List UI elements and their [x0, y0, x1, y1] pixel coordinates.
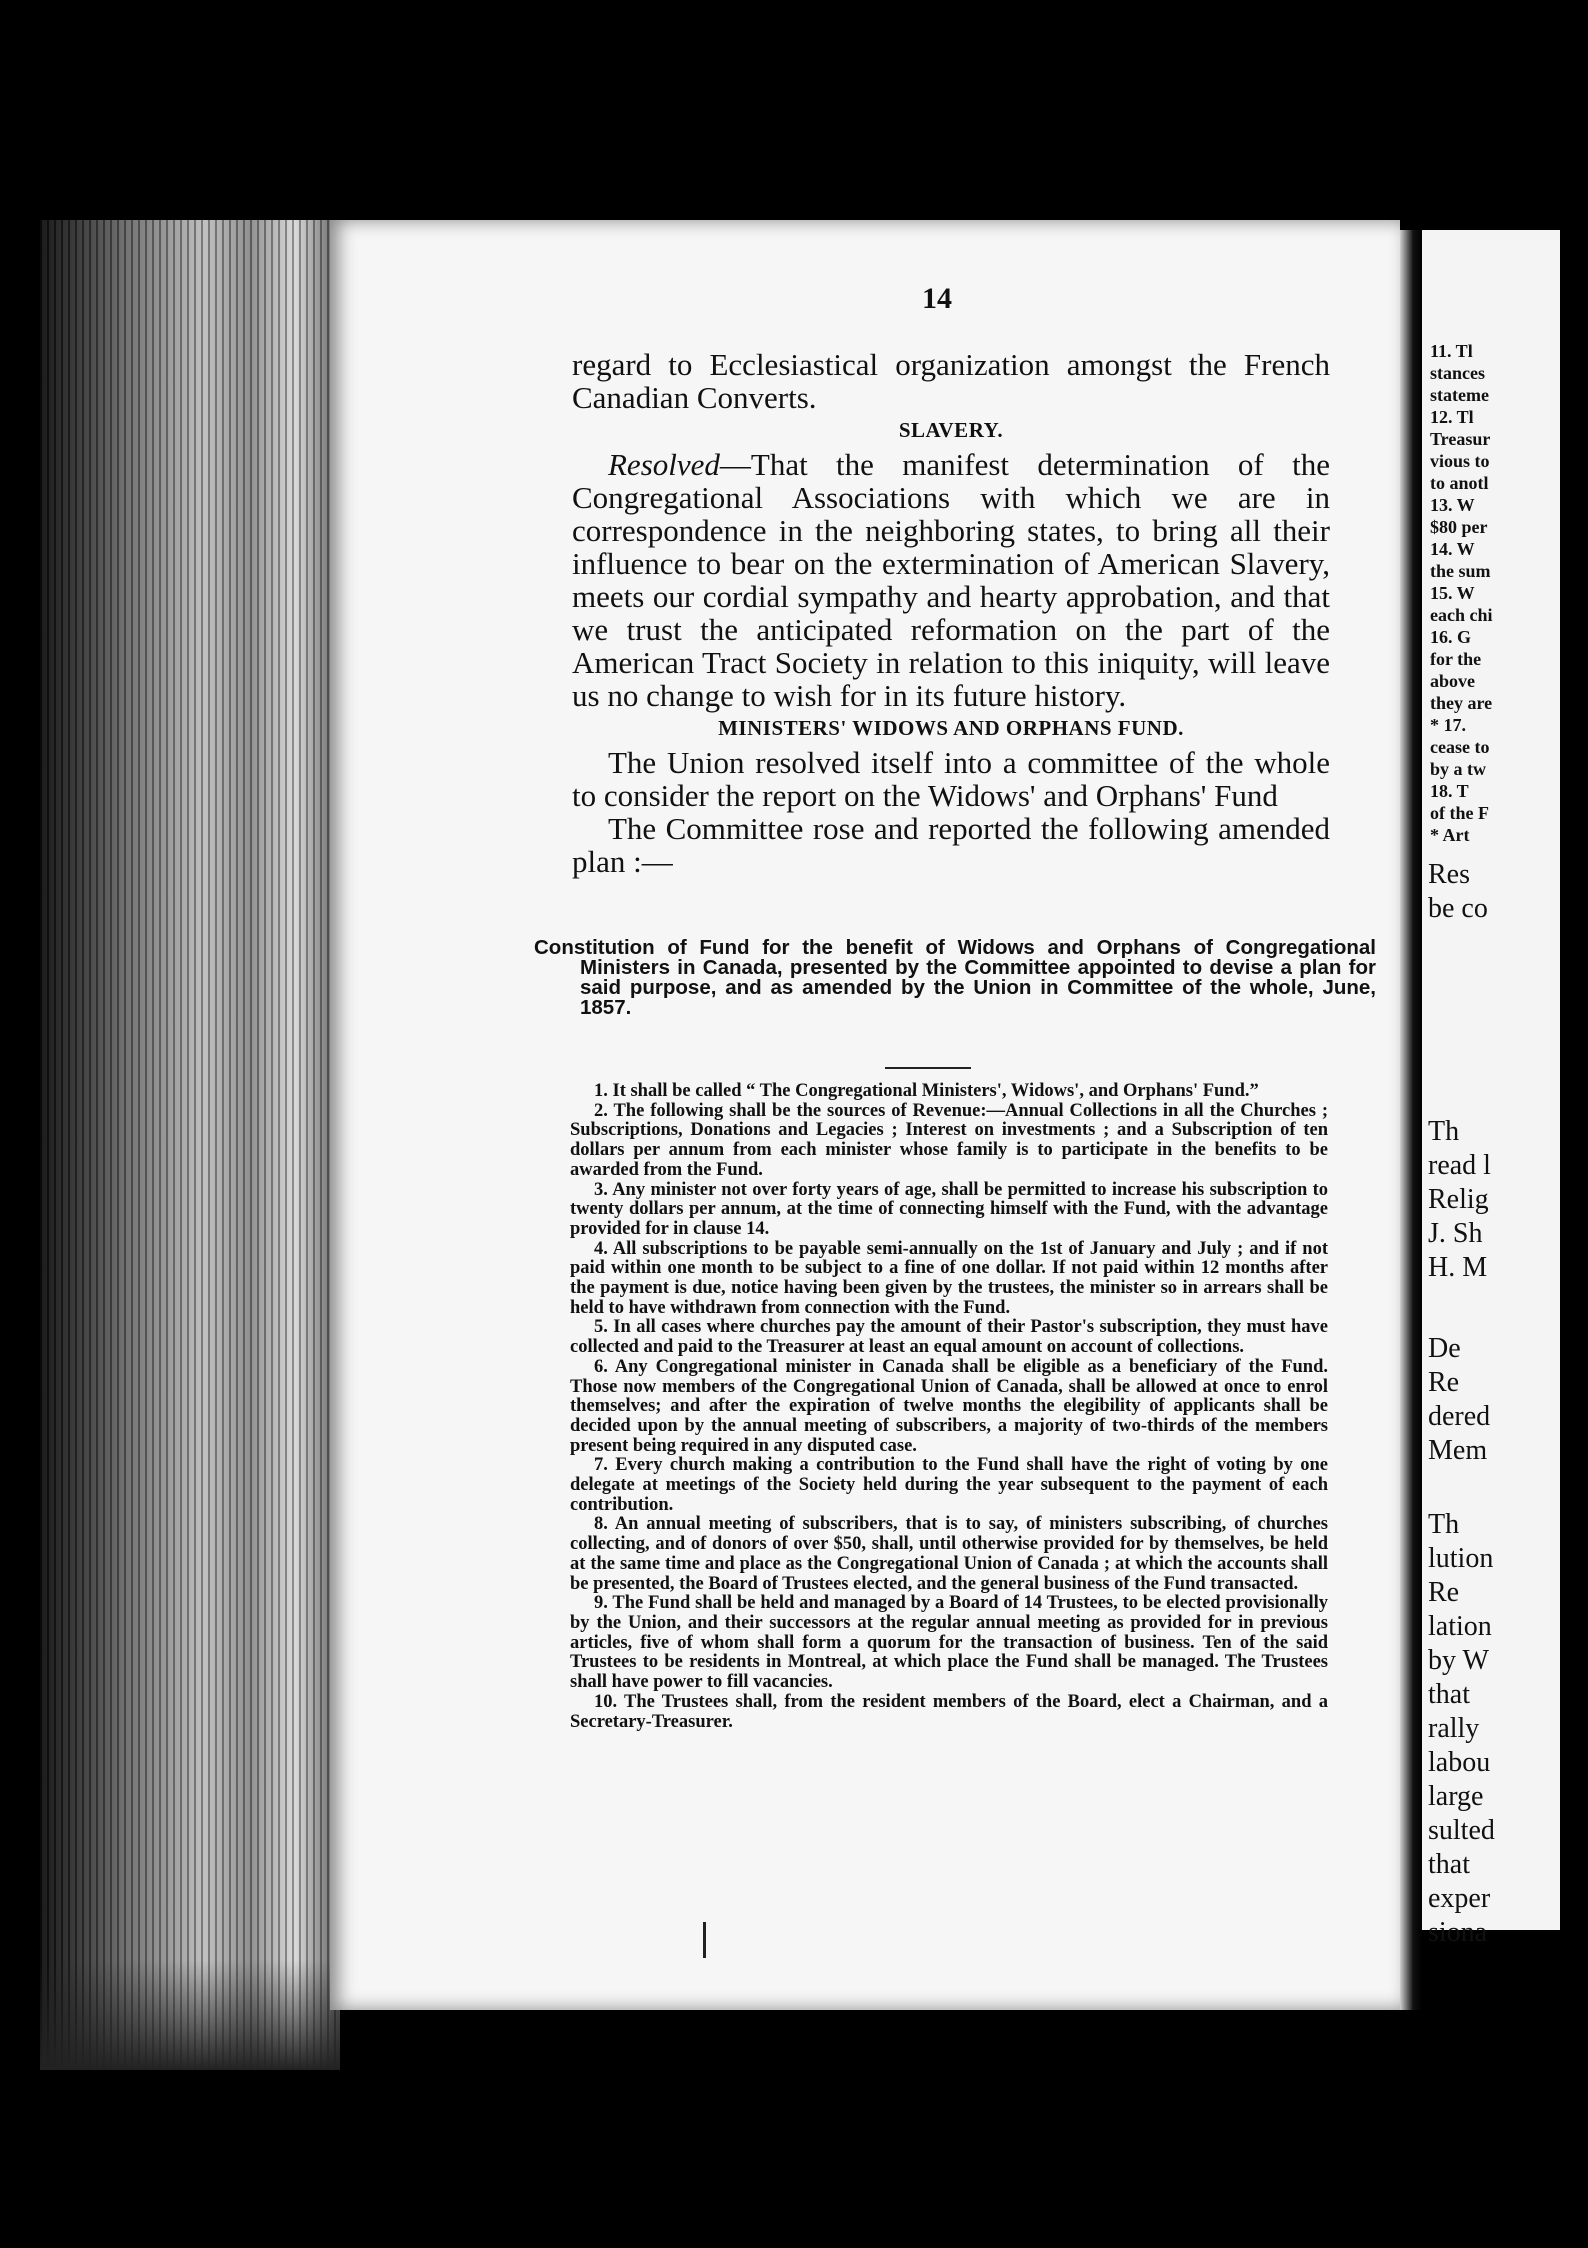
right-page-line: Re	[1428, 1367, 1460, 1398]
right-page-line: 11. Tl	[1430, 341, 1473, 361]
right-page-line: cease to	[1430, 737, 1490, 757]
right-page-text-block-1	[1428, 1115, 1588, 1285]
right-page-line: by a tw	[1430, 759, 1487, 779]
right-page-line: 14. W	[1430, 539, 1475, 559]
constitution-articles	[570, 1082, 1328, 1732]
article-4: 4. All subscriptions to be payable semi-annually on the 1st of January and July ; and if not paid within one month to be subject to a fine of one dollar. If not paid within 12 months after the payment is due, notice having been given by the trustees, the minister so in arrears shall be held to have withdrawn from connection with the Fund.	[570, 1238, 1328, 1318]
right-page-line: above	[1430, 671, 1475, 691]
right-page-resolution-fragment	[1428, 858, 1588, 926]
right-page-line: to anotl	[1430, 473, 1489, 493]
right-page-line: lation	[1428, 1611, 1492, 1642]
constitution-title: Constitution of Fund for the benefit of Widows and Orphans of Congregational Ministers in Canada, presented by the Committee appointed to devise a plan for said purpose, and as amended by the Union in Committee of the whole, June, 1857.	[534, 936, 1376, 1019]
right-page-line: 18. T	[1430, 781, 1469, 801]
paragraph-french-converts: regard to Ecclesiastical organization amongst the French Canadian Converts.	[572, 347, 1330, 415]
right-page-small-text	[1430, 340, 1570, 846]
right-page-line: siona	[1428, 1917, 1488, 1948]
paragraph-slavery-resolution	[572, 448, 1330, 712]
right-page-line: that	[1428, 1679, 1470, 1710]
right-page-line: Th	[1428, 1116, 1460, 1147]
right-page-line: * 17.	[1430, 715, 1466, 735]
right-page-line: stateme	[1430, 385, 1489, 405]
right-page-line: read l	[1428, 1150, 1491, 1181]
article-9: 9. The Fund shall be held and managed by a Board of 14 Trustees, to be elected provisionally by the Union, and their successors at the regular annual meeting as provided for in previous articles, five of whom shall form a quorum for the transaction of business. Ten of the said Trustees to be residents in Montreal, at which place the Fund shall be managed. The Trustees shall have power to fill vacancies.	[570, 1593, 1328, 1693]
page-edge-stripes	[40, 220, 340, 2070]
right-page-line: Th	[1428, 1509, 1460, 1540]
page-mark	[703, 1922, 706, 1958]
book-page-edges	[40, 220, 340, 2070]
right-page-line: exper	[1428, 1883, 1491, 1914]
right-page-line: 16. G	[1430, 627, 1472, 647]
right-page-line: be co	[1428, 893, 1488, 924]
right-page-line: vious to	[1430, 451, 1490, 471]
right-page-line: 12. Tl	[1430, 407, 1474, 427]
right-page-line: rally	[1428, 1713, 1480, 1744]
article-1: 1. It shall be called “ The Congregational Ministers', Widows', and Orphans' Fund.”	[594, 1081, 1259, 1101]
resolved-label: Resolved	[608, 447, 720, 482]
article-3: 3. Any minister not over forty years of age, shall be permitted to increase his subscription to twenty dollars per annum, at the time of connecting himself with the Fund, with the advantage provided for in clause 14.	[570, 1179, 1328, 1239]
article-6: 6. Any Congregational minister in Canada shall be eligible as a beneficiary of the Fund. Those now members of the Congregational Union of Canada, shall be allowed at once to enrol themselves; and after the expiration of twelve months the elegibility of applicants shall be decided upon by the annual meeting of subscribers, a majority of two-thirds of the members present being required in any disputed case.	[570, 1356, 1328, 1456]
page-number: 14	[922, 282, 952, 315]
right-page-line: stances	[1430, 363, 1485, 383]
right-page-line: that	[1428, 1849, 1470, 1880]
right-page-line: Mem	[1428, 1435, 1488, 1466]
right-page-line: dered	[1428, 1401, 1491, 1432]
right-page-line: Treasur	[1430, 429, 1491, 449]
slavery-resolution-text: —That the manifest determination of the Congregational Associations with which we are in correspondence in the neighboring states, to bring all their influence to bear on the extermination of American Slavery, meets our cordial sympathy and hearty approbation, and that we trust the anticipated reformation on the part of the American Tract Society in relation to this iniquity, will leave us no change to wish for in its future history.	[572, 447, 1330, 713]
right-page-text-block-3	[1428, 1508, 1588, 1950]
right-page-line: $80 per	[1430, 517, 1488, 537]
right-page-line: by W	[1428, 1645, 1489, 1676]
article-5: 5. In all cases where churches pay the amount of their Pastor's subscription, they must have collected and paid to the Treasurer at least an equal amount on account of collections.	[570, 1317, 1328, 1358]
right-page-line: lution	[1428, 1543, 1494, 1574]
paragraph-amended-plan: The Committee rose and reported the following amended plan :—	[572, 811, 1330, 879]
slavery-heading: SLAVERY.	[898, 418, 1004, 442]
right-page-line: for the	[1430, 649, 1482, 669]
section-divider	[885, 1067, 971, 1069]
book-gutter	[1400, 230, 1422, 2010]
right-page-line: the sum	[1430, 561, 1491, 581]
article-8: 8. An annual meeting of subscribers, that is to say, of ministers subscribing, of churches collecting, and of donors of over $50, shall, until otherwise provided for by themselves, be held at the same time and place as the Congregational Union of Canada ; at which the accounts shall be presented, the Board of Trustees elected, and the general business of the Fund transacted.	[570, 1514, 1328, 1594]
paragraph-committee-of-whole: The Union resolved itself into a committee of the whole to consider the report on the Widows' and Orphans' Fund	[572, 745, 1330, 813]
right-page-line: Re	[1428, 1577, 1460, 1608]
article-10: 10. The Trustees shall, from the resident members of the Board, elect a Chairman, and a Secretary-Treasurer.	[570, 1691, 1328, 1732]
right-page-fragment	[1422, 230, 1560, 1948]
right-page-line: of the F	[1430, 803, 1489, 823]
right-page-line: 13. W	[1430, 495, 1475, 515]
right-page-line: Res	[1428, 859, 1470, 890]
article-2: 2. The following shall be the sources of Revenue:—Annual Collections in all the Churches ; Subscriptions, Donations and Legacies ; Interest on investments ; and a Subscription of ten dollars per annum from each minister whose family is to participate in the benefits to be awarded from the Fund.	[570, 1100, 1328, 1180]
right-page-line: labou	[1428, 1747, 1491, 1778]
right-page-line: 15. W	[1430, 583, 1475, 603]
fund-heading: MINISTERS' WIDOWS AND ORPHANS FUND.	[718, 716, 1184, 740]
right-page-line: large	[1428, 1781, 1484, 1812]
right-page-line: sulted	[1428, 1815, 1495, 1846]
page-edge-shadow	[40, 1960, 340, 2070]
right-page-line: Relig	[1428, 1184, 1489, 1215]
right-page-line: they are	[1430, 693, 1493, 713]
right-page-line: De	[1428, 1333, 1461, 1364]
right-page-line: each chi	[1430, 605, 1493, 625]
right-page-line: J. Sh	[1428, 1218, 1483, 1249]
right-page-line: H. M	[1428, 1252, 1488, 1283]
right-page-line: * Art	[1430, 825, 1470, 845]
right-page-text-block-2	[1428, 1332, 1588, 1468]
main-body-text	[572, 348, 1330, 878]
article-7: 7. Every church making a contribution to the Fund shall have the right of voting by one delegate at meetings of the Society held during the year subsequent to the payment of each contribution.	[570, 1455, 1328, 1515]
